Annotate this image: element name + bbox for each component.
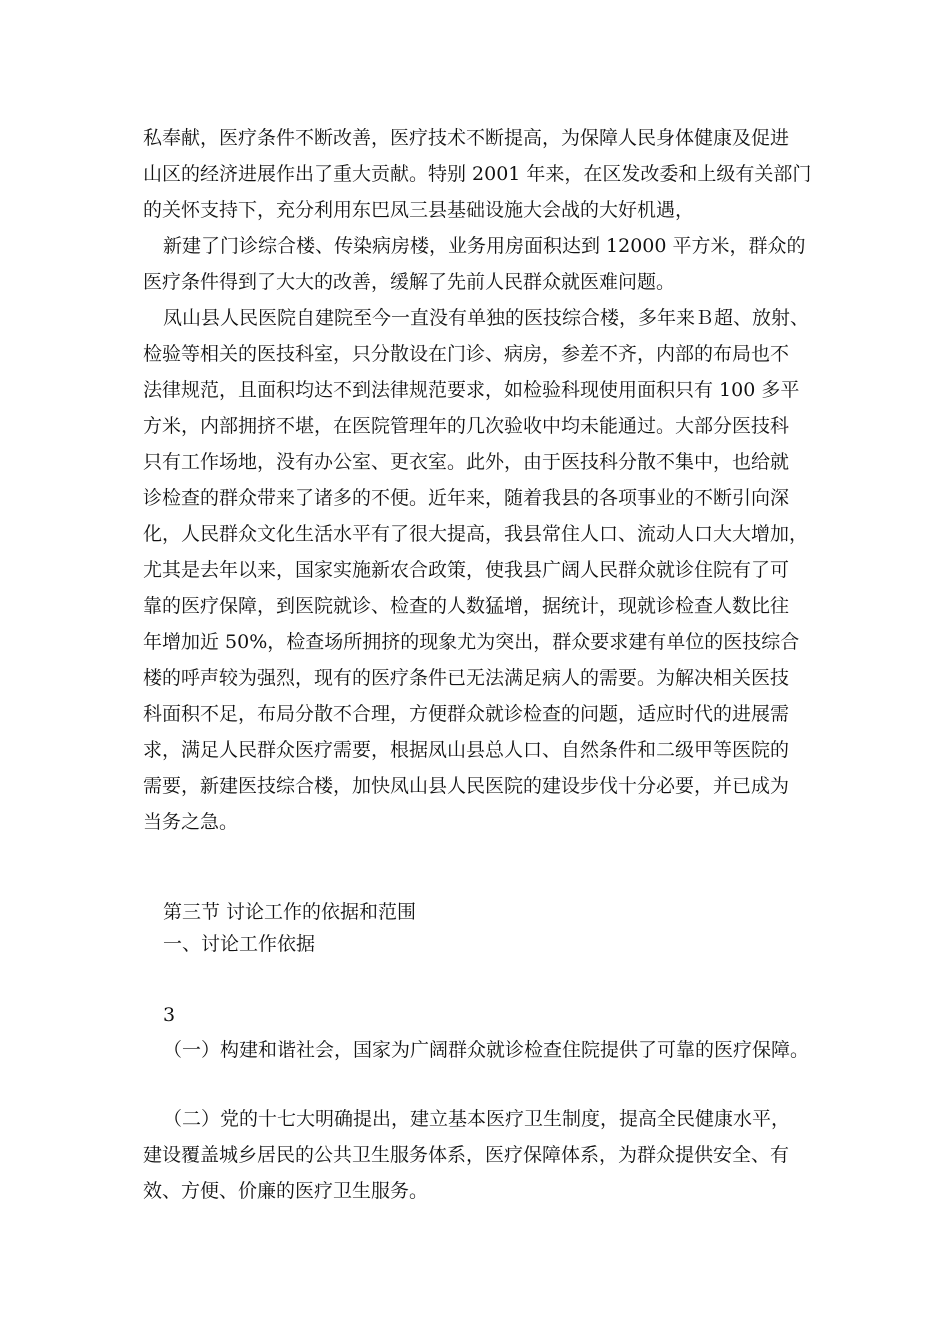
text-line: 新建了门诊综合楼、传染病房楼，业务用房面积达到 12000 平方米，群众的 [163, 235, 806, 257]
text-line: 凤山县人民医院自建院至今一直没有单独的医技综合楼，多年来Ｂ超、放射、 [163, 307, 810, 329]
text-line: 当务之急。 [143, 811, 239, 833]
text-line: 法律规范，且面积均达不到法律规范要求，如检验科现使用面积只有 100 多平 [143, 379, 800, 401]
text-line: 建设覆盖城乡居民的公共卫生服务体系，医疗保障体系，为群众提供安全、有 [143, 1144, 790, 1166]
list-item: （一）构建和谐社会，国家为广阔群众就诊检查住院提供了可靠的医疗保障。 [163, 1039, 810, 1061]
text-line: （二）党的十七大明确提出，建立基本医疗卫生制度，提高全民健康水平， [163, 1108, 791, 1130]
subsection-heading: 一、讨论工作依据 [163, 933, 316, 955]
text-line: 科面积不足，布局分散不合理，方便群众就诊检查的问题，适应时代的进展需 [143, 703, 790, 725]
text-line: 化，人民群众文化生活水平有了很大提高，我县常住人口、流动人口大大增加， [143, 523, 809, 545]
text-line: 诊检查的群众带来了诸多的不便。近年来，随着我县的各项事业的不断引向深 [143, 487, 790, 509]
text-line: 检验等相关的医技科室，只分散设在门诊、病房，参差不齐，内部的布局也不 [143, 343, 790, 365]
text-line: 私奉献，医疗条件不断改善，医疗技术不断提高，为保障人民身体健康及促进 [143, 127, 790, 149]
text-line: 只有工作场地，没有办公室、更衣室。此外，由于医技科分散不集中，也给就 [143, 451, 790, 473]
text-line: 的关怀支持下，充分利用东巴凤三县基础设施大会战的大好机遇， [143, 199, 695, 221]
text-line: 靠的医疗保障，到医院就诊、检查的人数猛增，据统计，现就诊检查人数比往 [143, 595, 790, 617]
text-line: 楼的呼声较为强烈，现有的医疗条件已无法满足病人的需要。为解决相关医技 [143, 667, 790, 689]
section-heading: 第三节 讨论工作的依据和范围 [163, 901, 417, 923]
page-number: 3 [163, 1004, 176, 1026]
text-line: 年增加近 50%，检查场所拥挤的现象尤为突出，群众要求建有单位的医技综合 [143, 631, 800, 653]
text-line: 需要，新建医技综合楼，加快凤山县人民医院的建设步伐十分必要，并已成为 [143, 775, 790, 797]
text-line: 尤其是去年以来，国家实施新农合政策，使我县广阔人民群众就诊住院有了可 [143, 559, 790, 581]
text-line: 求，满足人民群众医疗需要，根据凤山县总人口、自然条件和二级甲等医院的 [143, 739, 790, 761]
text-line: 医疗条件得到了大大的改善，缓解了先前人民群众就医难问题。 [143, 271, 676, 293]
text-line: 山区的经济进展作出了重大贡献。特别 2001 年来，在区发改委和上级有关部门 [143, 163, 812, 185]
text-line: 效、方便、价廉的医疗卫生服务。 [143, 1180, 429, 1202]
text-line: 方米，内部拥挤不堪，在医院管理年的几次验收中均未能通过。大部分医技科 [143, 415, 790, 437]
